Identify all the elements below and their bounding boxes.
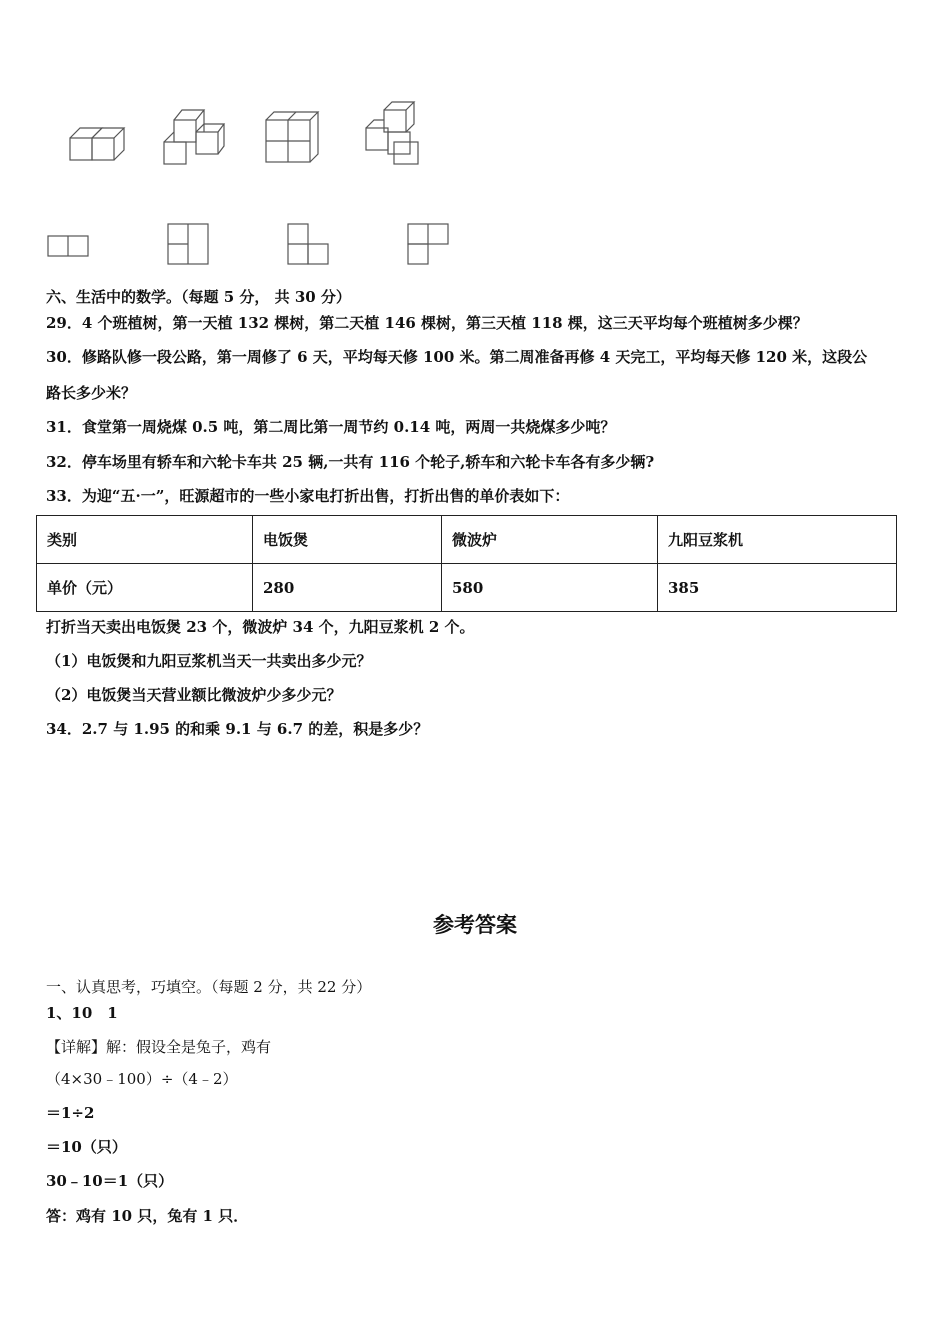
answer-detail: 【详解】解：假设全是兔子，鸡有 [46,1038,272,1056]
question-34: 34．2.7 与 1.95 的和乘 9.1 与 6.7 的差，积是多少？ [46,720,429,738]
question-30-line2: 路长多少米？ [46,384,137,402]
table-header-cell: 九阳豆浆机 [658,516,897,564]
view-figure-3 [284,222,332,268]
question-33-note: 打折当天卖出电饭煲 23 个，微波炉 34 个，九阳豆浆机 2 个。 [46,618,475,636]
section-heading: 六、生活中的数学。（每题 5 分， 共 30 分） [46,288,351,306]
question-33-sub1: （1）电饭煲和九阳豆浆机当天一共卖出多少元？ [46,652,372,670]
answers-title: 参考答案 [433,912,517,937]
table-header-cell: 电饭煲 [253,516,442,564]
table-cell: 280 [253,564,442,612]
view-figure-4 [404,222,452,268]
answers-section-heading: 一、认真思考，巧填空。（每题 2 分，共 22 分） [46,978,372,996]
answer-1: 1、10 1 [46,1004,118,1022]
table-cell: 580 [442,564,658,612]
cube-figure-2 [160,104,228,168]
cube-figure-3 [262,108,324,166]
answer-step-4: 30﹣10＝1（只） [46,1172,174,1190]
answer-step-2: ＝1÷2 [46,1104,95,1122]
cube-figure-1 [66,118,126,166]
table-row [37,564,897,612]
table-header-row [37,516,897,564]
table-header-cell: 微波炉 [442,516,658,564]
question-33-sub2: （2）电饭煲当天营业额比微波炉少多少元？ [46,686,342,704]
table-cell: 单价（元） [37,564,253,612]
answer-step-3: ＝10（只） [46,1138,127,1156]
view-figure-2 [164,222,212,268]
table-cell: 385 [658,564,897,612]
question-31: 31．食堂第一周烧煤 0.5 吨，第二周比第一周节约 0.14 吨，两周一共烧煤多少吨？ [46,418,616,436]
question-29: 29．4 个班植树，第一天植 132 棵树，第二天植 146 棵树，第三天植 118 棵，这三天平均每个班植树多少棵？ [46,314,808,332]
answer-step-1: （4×30﹣100）÷（4﹣2） [46,1070,238,1088]
price-table [36,515,897,612]
cube-figure-4 [358,98,426,168]
question-32: 32．停车场里有轿车和六轮卡车共 25 辆,一共有 116 个轮子,轿车和六轮卡车各有多少辆? [46,453,655,471]
question-33: 33．为迎“五·一”，旺源超市的一些小家电打折出售，打折出售的单价表如下： [46,487,570,505]
table-header-cell: 类别 [37,516,253,564]
answer-final: 答：鸡有 10 只，兔有 1 只． [46,1207,249,1225]
question-30-line1: 30．修路队修一段公路，第一周修了 6 天，平均每天修 100 米。第二周准备再修 4 天完工，平均每天修 120 米，这段公 [46,348,868,366]
view-figure-1 [46,232,92,260]
